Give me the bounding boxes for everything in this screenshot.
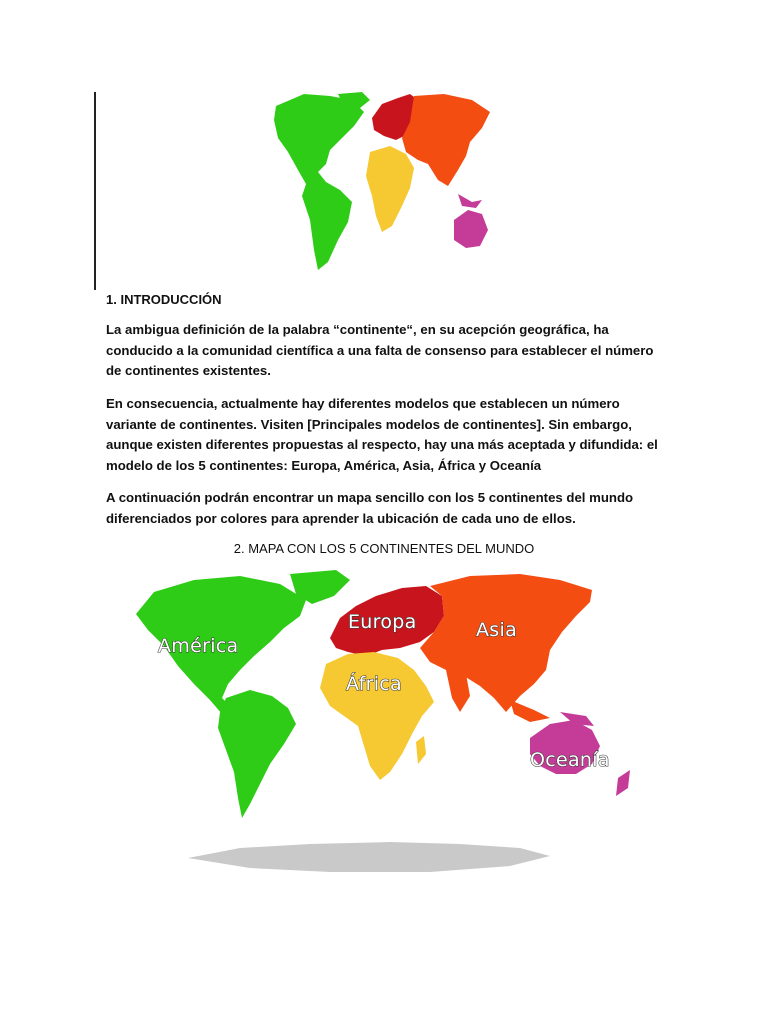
margin-rule (94, 92, 96, 290)
thumb-islands (458, 194, 482, 208)
africa-region (320, 652, 434, 780)
thumb-america (274, 94, 364, 270)
paragraph-2-text-before: En consecuencia, actualmente hay diferentes modelos que establecen un número variante de continentes. Visiten (106, 396, 620, 432)
label-america: América (158, 635, 239, 657)
world-map-thumbnail (268, 90, 500, 280)
asia-region (420, 574, 592, 712)
intro-paragraph-3: A continuación podrán encontrar un mapa sencillo con los 5 continentes del mundo diferenciados por colores para aprender la ubicación de cada uno de ellos. (106, 490, 634, 526)
thumb-africa (366, 146, 414, 232)
thumb-asia (402, 94, 490, 186)
south-america-region (218, 690, 296, 818)
label-asia: Asia (476, 619, 518, 641)
map-section-title: 2. MAPA CON LOS 5 CONTINENTES DEL MUNDO (233, 541, 535, 556)
new-zealand-region (616, 770, 630, 796)
intro-paragraph-1: La ambigua definición de la palabra “continente“, en su acepción geográfica, ha conducido a la comunidad científica a una falta de consenso para establecer el número de continentes existentes. (106, 322, 654, 379)
madagascar-region (416, 736, 426, 764)
label-oceania: Oceanía (530, 749, 610, 771)
principales-modelos-link[interactable]: [Principales modelos de continentes] (307, 416, 542, 432)
paragraph-2-text-after: . Sin embargo, aunque existen diferentes propuestas al respecto, hay una más aceptada y difundida: el modelo de los 5 continentes: Europa, América, Asia, África y Oceanía (106, 416, 658, 474)
intro-paragraph-2 (106, 394, 666, 477)
section-heading-introduccion: 1. INTRODUCCIÓN (106, 292, 222, 307)
south-asia-region (446, 670, 470, 712)
label-europa: Europa (348, 611, 417, 633)
thumb-oceania (454, 210, 488, 248)
antarctica-region (188, 842, 550, 872)
southeast-asia-region (510, 700, 550, 722)
label-africa: África (346, 673, 402, 695)
world-continents-map (130, 566, 650, 876)
